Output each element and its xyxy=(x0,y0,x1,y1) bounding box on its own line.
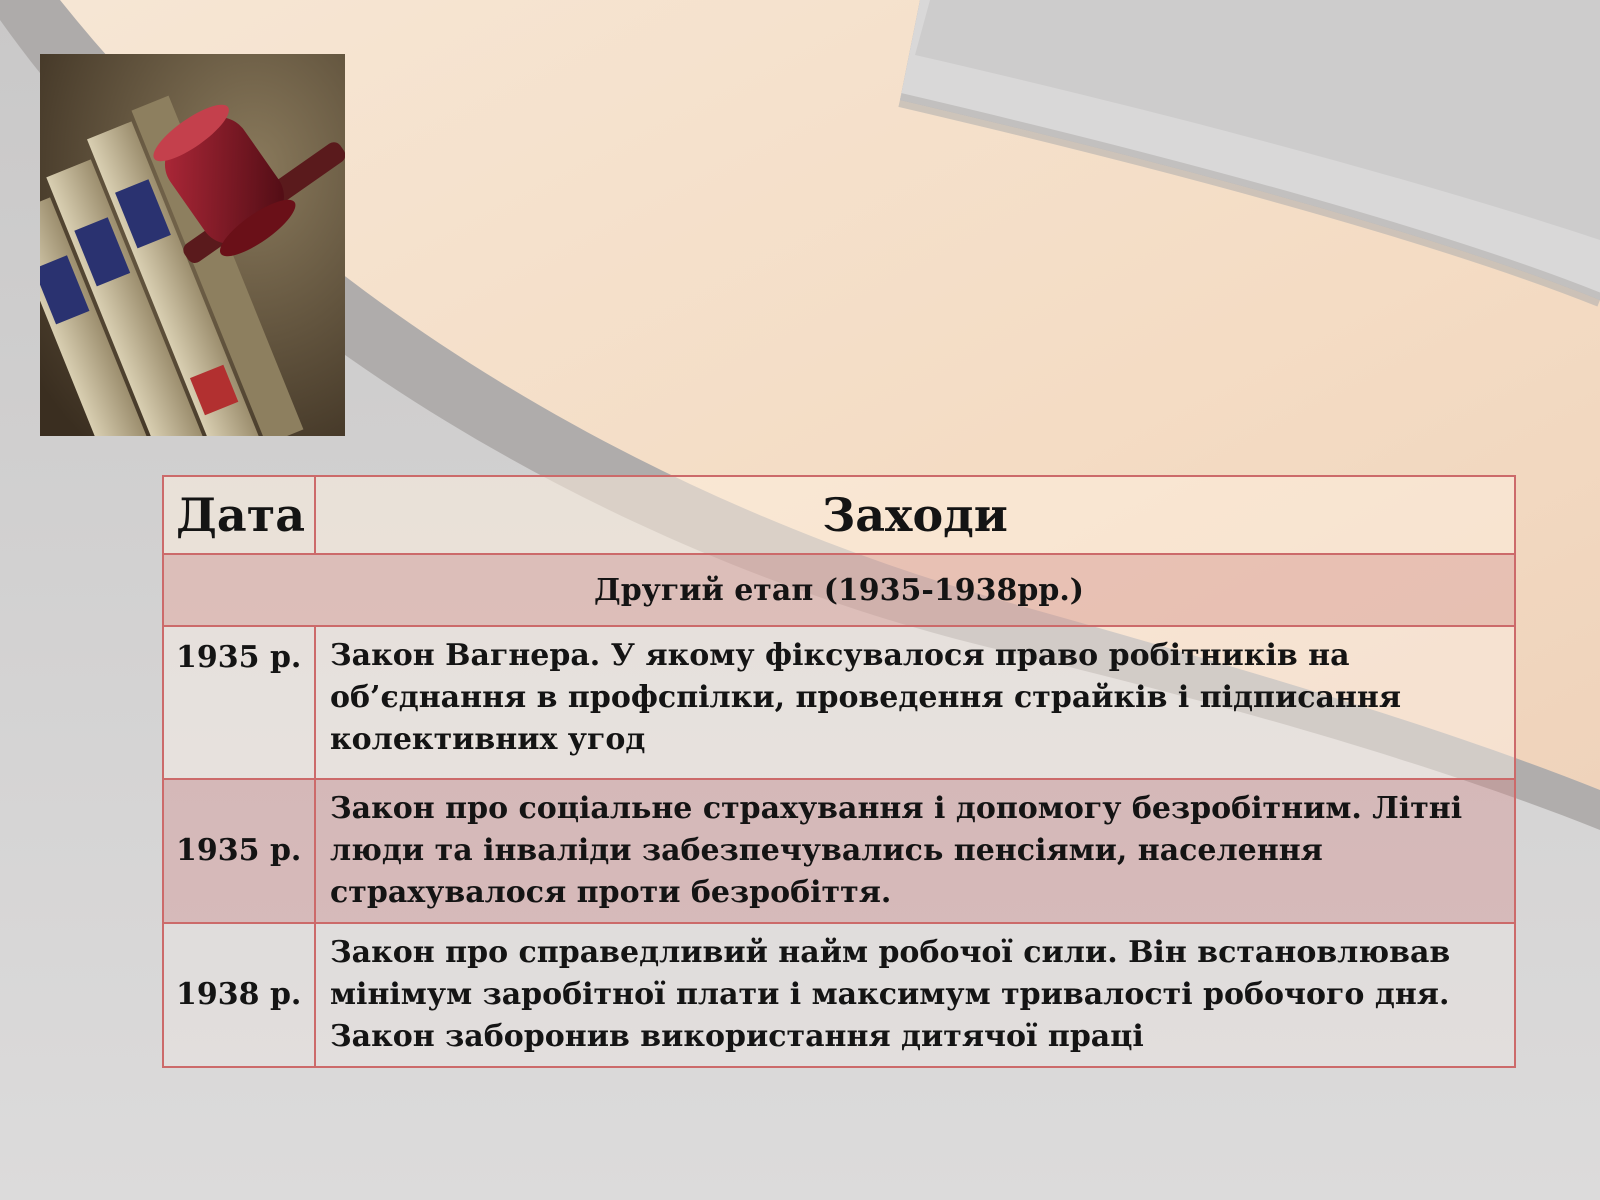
table-row xyxy=(163,923,1515,1067)
header-date: Дата xyxy=(163,476,315,554)
header-measures: Заходи xyxy=(315,476,1515,554)
gavel-and-law-books-photo xyxy=(40,54,345,436)
section-title: Другий етап (1935-1938рр.) xyxy=(163,554,1515,626)
measures-table xyxy=(162,475,1516,1068)
measures-table-container xyxy=(162,475,1514,1068)
row-date: 1938 р. xyxy=(163,923,315,1067)
row-measure-text: Закон про соціальне страхування і допомогу безробітним. Літні люди та інваліди забезпечувались пенсіями, населення страхувалося проти безробіття. xyxy=(315,779,1515,923)
table-row xyxy=(163,626,1515,779)
table-header-row xyxy=(163,476,1515,554)
row-measure-text: Закон Вагнера. У якому фіксувалося право робітників на об’єднання в профспілки, проведення страйків і підписання колективних угод xyxy=(315,626,1515,779)
gavel-books-image xyxy=(40,54,345,436)
row-measure-text: Закон про справедливий найм робочої сили. Він встановлював мінімум заробітної плати і максимум тривалості робочого дня. Закон заборонив використання дитячої праці xyxy=(315,923,1515,1067)
row-date: 1935 р. xyxy=(163,779,315,923)
row-date: 1935 р. xyxy=(163,626,315,779)
table-row xyxy=(163,779,1515,923)
section-row xyxy=(163,554,1515,626)
